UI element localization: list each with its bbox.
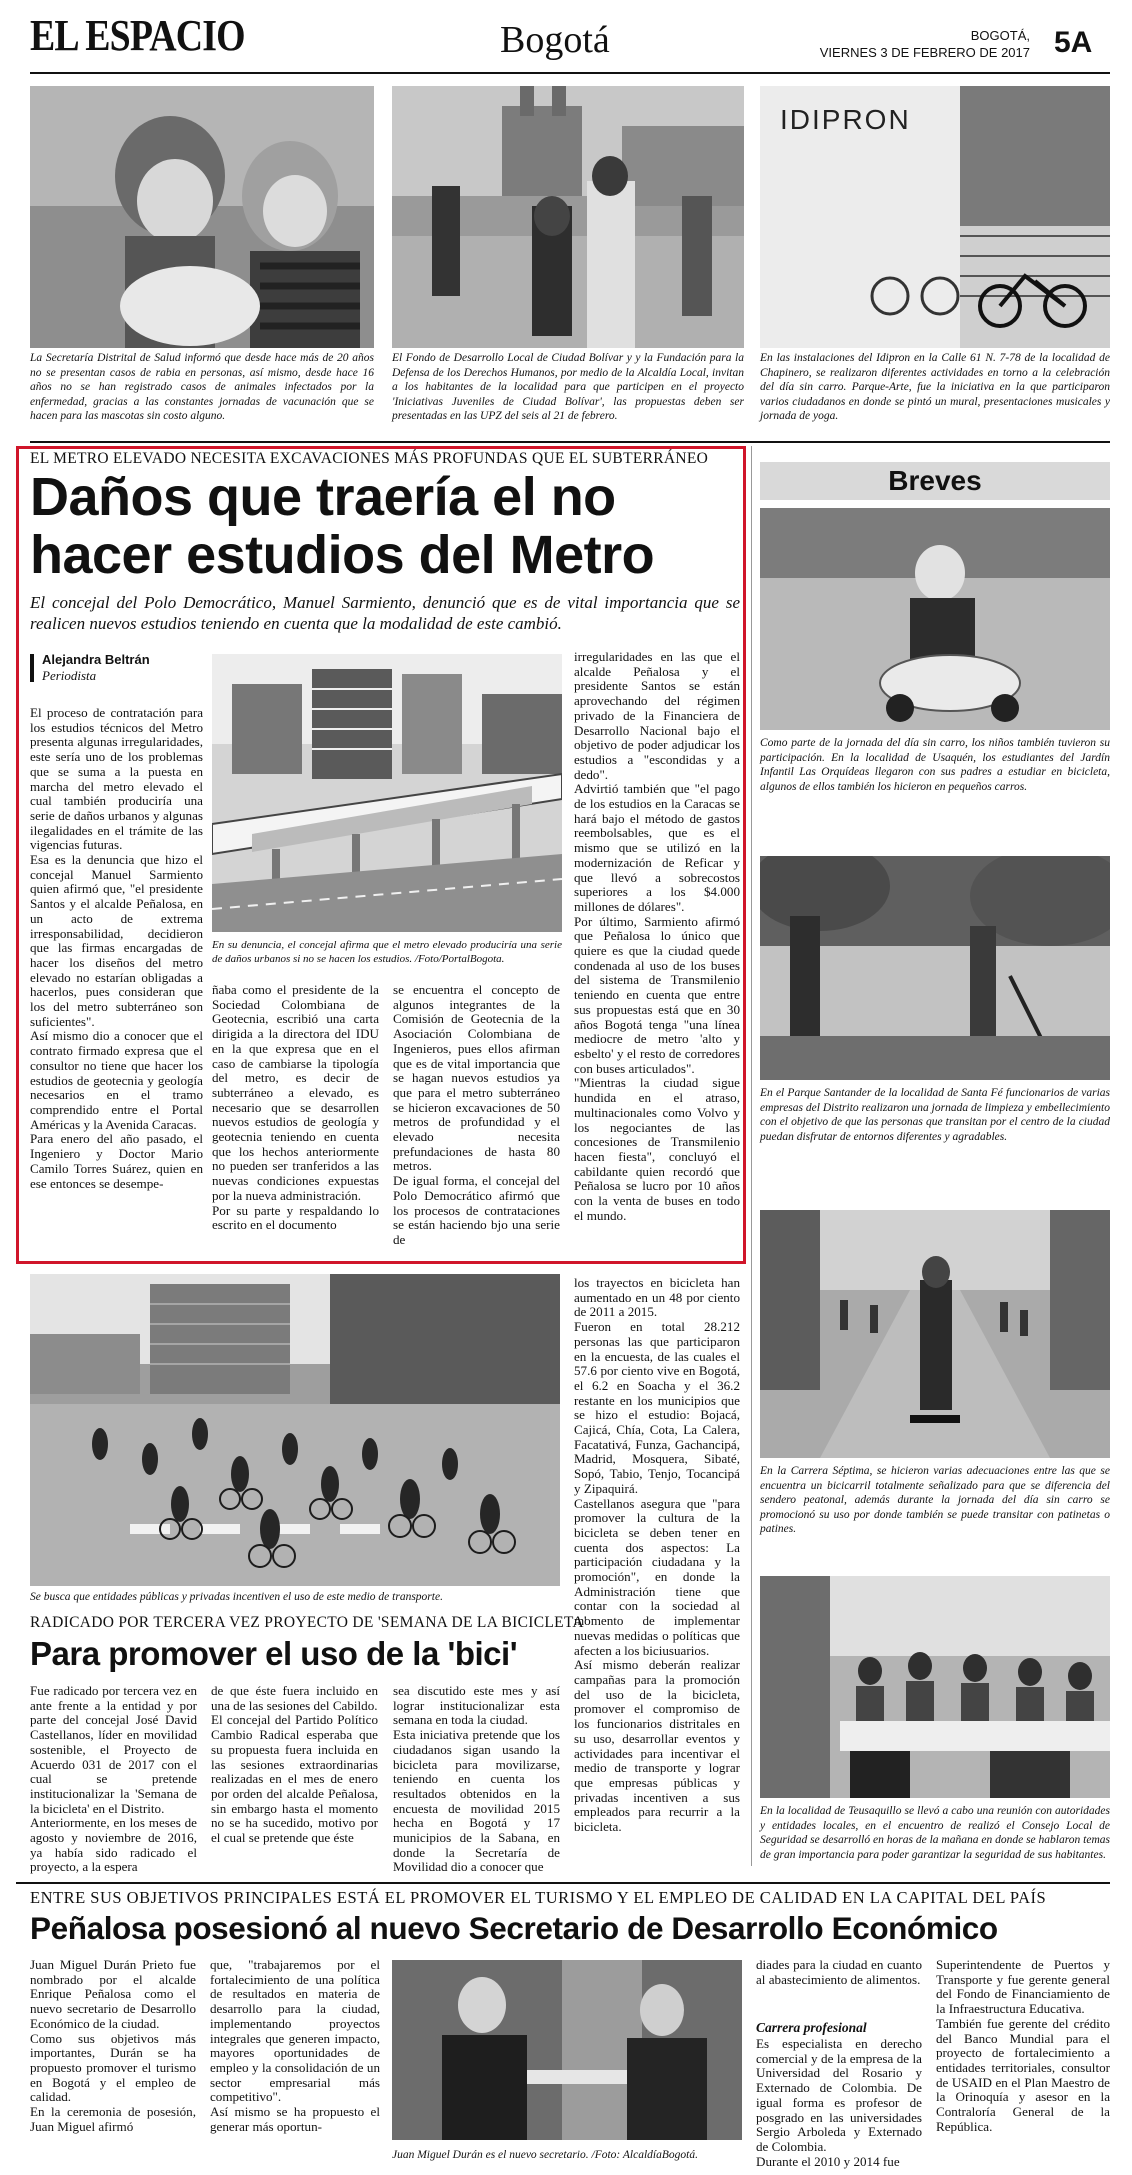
breves-divider-line xyxy=(751,446,752,1866)
caption-ciudad-bolivar: El Fondo de Desarrollo Local de Ciudad Bolívar y y la Fundación para la Defensa de los Derechos Humanos, por medio de la Alcaldía Local, invitan a los habitantes de la localidad para que participen en el proyecto 'Iniciativas Juveniles de Ciudad Bolívar', las propuestas deben ser presentadas en las UPZ del seis al 21 de febrero. xyxy=(392,352,744,423)
metro-author-role: Periodista xyxy=(42,668,97,683)
bici-kicker: RADICADO POR TERCERA VEZ PROYECTO DE 'SEMANA DE LA BICICLETA' xyxy=(30,1614,587,1631)
caption-cyclists: Se busca que entidades públicas y privadas incentiven el uso de este medio de transporte. xyxy=(30,1591,443,1603)
penalosa-kicker: ENTRE SUS OBJETIVOS PRINCIPALES ESTÁ EL PROMOVER EL TURISMO Y EL EMPLEO DE CALIDAD EN LA CAPITAL DEL PAÍS xyxy=(30,1888,1047,1907)
caption-metro: En su denuncia, el concejal afirma que el metro elevado produciría una serie de daños urbanos si no se hacen los estudios. /Foto/PortalBogota. xyxy=(212,939,562,965)
photo-parque-santander xyxy=(760,856,1110,1080)
photo-swearing-in xyxy=(392,1960,742,2140)
breves-title: Breves xyxy=(888,465,982,496)
penalosa-column-4: Superintendente de Puertos y Transporte y fue gerente general del Fondo de Financiamiento de la Infraestructura Educativa. También fue gerente del crédito del Banco Mundial para el proyecto de fortalecimiento a entidades territoriales, consultor de USAID en el Plan Maestro de la Orinoquía y asesor en la Contraloría General de la República. xyxy=(936,1957,1110,2134)
metro-headline: Daños que traería el no hacer estudios del Metro xyxy=(30,467,655,585)
section-title: Bogotá xyxy=(500,19,610,61)
caption-breve-3: En la Carrera Séptima, se hicieron varias adecuaciones entre las que se encuentra un bicicarril totalmente señalizado para que se diferencia del sendero peatonal, además durante la jornada del día sin carro se promocionó su uso por donde también se puede transitar con patinetas o patines. xyxy=(760,1465,1110,1536)
metro-column-3: se encuentra el concepto de algunos integrantes de la Comisión de Geotecnia de la Asociación Colombiana de Ingenieros, pues ellos afirman que es de vital importancia que se hagan nuevos estudios ya que para el metro subterráneo se hicieron excavaciones de 50 metros de profundidad y el elevado necesita prefundaciones de hasta 80 metros. De igual forma, el concejal del Polo Democrático afirmó que los procesos de contrataciones se están haciendo bjo una serie de xyxy=(393,982,560,1247)
penalosa-column-3b: Es especialista en derecho comercial y de la empresa de la Universidad del Rosario y Externado de Colombia. De igual forma es profesor de posgrado en las universidades Sergio Arboleda y Externado de Colombia. Durante el 2010 y 2014 fue xyxy=(756,2036,922,2169)
metro-kicker: EL METRO ELEVADO NECESITA EXCAVACIONES MÁS PROFUNDAS QUE EL SUBTERRÁNEO xyxy=(30,450,709,467)
bici-side-column: los trayectos en bicicleta han aumentado en un 48 por ciento de 2011 a 2015. Fueron en total 28.212 personas las que participaron en la encuesta, de las cuales el 57.6 por ciento vive en Bogotá, el 6.2 en Soacha y el 36.2 restante en los municipios que se hizo el estudio: Bojacá, Cajicá, Chía, Cota, La Calera, Facatativá, Funza, Gachancipá, Madrid, Mosquera, Sibaté, Sopó, Tabio, Tenjo, Tocancipá y Zipaquirá. Castellanos asegura que "para promover la cultura de la bicicleta se deben tener en cuenta dos aspectos: La participación ciudadana y la promoción", en donde la Administración tiene que contar con la sociedad al momento de implementar nuevas medidas o políticas que afecten a los biciusuarios. Así mismo deberán realizar campañas para la promoción del uso de la bicicleta, promover el compromiso de los funcionarios distritales en su uso, desarrollar eventos y actividades para incentivar el medio de transporte y lograr que empresas públicas y privadas incentiven a sus empleados para recurrir a la bicicleta. xyxy=(574,1275,740,1835)
masthead-rule xyxy=(30,72,1110,74)
caption-breve-2: En el Parque Santander de la localidad de Santa Fé funcionarios de varias empresas del Distrito realizaron una jornada de limpieza y embellecimiento con el objetivo de que las personas que transitan por el centro de la ciudad puedan disfrutar de entornos diferentes y agradables. xyxy=(760,1087,1110,1143)
bici-column-3: sea discutido este mes y así lograr institucionalizar esta semana en toda la ciudad. Esta iniciativa pretende que los ciudadanos sigan usando la bicicleta para movilizarse, teniendo en cuenta los resultados obtenidos en la encuesta de movilidad 2015 hecha en Bogotá y 17 municipios de la Sabana, en donde la Secretaría de Movilidad dio a conocer que xyxy=(393,1683,560,1875)
newspaper-logo: EL ESPACIO xyxy=(30,11,245,60)
metro-author: Alejandra Beltrán xyxy=(42,652,150,667)
bottom-section-rule xyxy=(16,1882,1110,1884)
photo-idipron xyxy=(760,86,1110,348)
masthead xyxy=(0,0,1132,70)
top-row-divider xyxy=(30,441,1110,443)
photo-carrera-septima xyxy=(760,1210,1110,1458)
metro-column-4: irregularidades en las que el alcalde Peñalosa y el presidente Santos se están aprovechando del régimen privado de la Financiera de Desarrollo Nacional bajo el objetivo de poder adjudicar los estudios a "escondidas y a dedo". Advirtió también que "el pago de los estudios en la Caracas se hará bajo el método de gastos reembolsables, que es el mismo que se utilizó en la modernización de Reficar y que llevó a sobrecostos superiores a los $4.000 millones de dólares". Por último, Sarmiento afirmó que Peñalosa lo único que quiere es que la ciudad quede condenada al uso de los buses del sistema de Transmilenio teniendo en cuenta que entre sus propuestas está que en 30 años Bogotá tenga "una línea mediocre de metro 'alto y esbelto' y el resto de corredores con buses articulados". "Mientras la ciudad sigue hundida en el atraso, multinacionales como Volvo y los negociantes de las concesiones de Transmilenio hacen fiesta", concluyó el cabildante quien recordó que Peñalosa se lucro por 10 años con la venta de buses en todo el mundo. xyxy=(574,649,740,1223)
photo-metro-rendering xyxy=(212,654,562,932)
penalosa-column-2: que, "trabajaremos por el fortalecimiento de una política de resultados en materia de desarrollo para la ciudad, implementando proyectos integrales que generen impacto, mayores oportunidades de empleo y la consolidación de un sector empresarial más competitivo". Así mismo se ha propuesto el generar más oportun- xyxy=(210,1957,380,2134)
penalosa-headline: Peñalosa posesionó al nuevo Secretario de Desarrollo Económico xyxy=(30,1910,998,1946)
caption-breve-4: En la localidad de Teusaquillo se llevó a cabo una reunión con autoridades y entidades locales, en el encuentro de realizó el Consejo Local de Seguridad se desarrolló en horas de la mañana en donde se hablaron temas de gran importancia para poder garantizar la seguridad de sus habitantes. xyxy=(760,1805,1110,1861)
caption-idipron: En las instalaciones del Idipron en la Calle 61 N. 7-78 de la localidad de Chapinero, se realizaron diferentes actividades en torno a la celebración del día sin carro. Parque-Arte, fue la iniciativa en la que participaron varios ciudadanos en donde se pintó un mural, presentaciones musicales y jornada de yoga. xyxy=(760,352,1110,423)
masthead-date: VIERNES 3 DE FEBRERO DE 2017 xyxy=(819,45,1030,60)
metro-column-1: El proceso de contratación para los estudios técnicos del Metro presenta algunas irregularidades, este sería uno de los problemas que se suma a la puesta en marcha del metro elevado el cual también produciría una serie de daños urbanos y algunas ilegalidades en el trámite de las vigencias futuras. Esa es la denuncia que hizo el concejal Manuel Sarmiento quien afirmó que, "el presidente Santos y el alcalde Peñalosa, en un acto de extrema irresponsabilidad, decidieron que las firmas encargadas de hacer los diseños del metro elevado no estarían obligadas a hacerlos, pues consideran que los del metro subterráneo son suficientes". Así mismo dio a conocer que el contrato firmado expresa que el consultor no tiene que hacer los estudios de geotecnia y geología necesarios en el tramo comprendido entre el Portal Américas y la Avenida Caracas. Para enero del año pasado, el Ingeniero y Doctor Mario Camilo Torres Suárez, quien en ese entonces se desempe- xyxy=(30,705,203,1191)
photo-teusaquillo-meeting xyxy=(760,1576,1110,1798)
caption-breve-1: Como parte de la jornada del día sin carro, los niños también tuvieron su participación. En la localidad de Usaquén, los estudiantes del Jardín Infantil Las Orquídeas llegaron con sus padres a estudiar en bicicleta, algunos de ellos también los hicieron en pequeños carros. xyxy=(760,737,1110,793)
penalosa-column-3: diades para la ciudad en cuanto al abastecimiento de alimentos. xyxy=(756,1957,922,1987)
penalosa-column-1: Juan Miguel Durán Prieto fue nombrado por el alcalde Enrique Peñalosa como el nuevo secretario de Desarrollo Económico de la ciudad. Como sus objetivos más importantes, Durán se ha propuesto promover el turismo en Bogotá y el empleo de calidad. En la ceremonia de posesión, Juan Miguel afirmó xyxy=(30,1957,196,2134)
photo-cyclists xyxy=(30,1274,560,1586)
photo-girl-with-dog xyxy=(30,86,374,348)
masthead-city: BOGOTÁ, xyxy=(970,28,1030,43)
bici-column-2: de que éste fuera incluido en una de las sesiones del Cabildo. El concejal del Partido Político Cambio Radical esperaba que su propuesta fuera incluida en las sesiones extraordinarias realizadas en el mes de enero por orden del alcalde Peñalosa, sin embargo hasta el momento no se ha sucedido, motivo por el cual se pretende que éste xyxy=(211,1683,378,1846)
caption-swearing-in: Juan Miguel Durán es el nuevo secretario. /Foto: AlcaldíaBogotá. xyxy=(392,2149,698,2161)
bici-column-1: Fue radicado por tercera vez en ante frente a la entidad y por parte del concejal José David Castellanos, líder en movilidad sostenible, el Proyecto de Acuerdo 031 de 2017 con el cual se pretende institucionalizar la 'Semana de la bicicleta' en el Distrito. Anteriormente, en los meses de agosto y noviembre de 2016, ya había sido radicado el proyecto, a la espera xyxy=(30,1683,197,1875)
page-number: 5A xyxy=(1054,26,1093,59)
penalosa-subhead: Carrera profesional xyxy=(756,2020,867,2035)
metro-column-2: ñaba como el presidente de la Sociedad Colombiana de Geotecnia, escribió una carta dirigida a la directora del IDU en la que expresa que en el caso de cambiarse la tipología del metro, es decir de subterráneo a elevado, es necesario que se desarrollen nuevos estudios de geología y geotecnia teniendo en cuenta que los hechos anteriormente no pueden ser tranferidos a las nuevas condiciones expuestas por la nueva administración. Por su parte y respaldando lo escrito en el documento xyxy=(212,982,379,1233)
bici-headline: Para promover el uso de la 'bici' xyxy=(30,1635,518,1672)
caption-rabies: La Secretaría Distrital de Salud informó que desde hace más de 20 años no se presentan casos de rabia en personas, así mismo, desde hace 16 años no se han registrado casos de animales infectados por la enfermedad, gracias a las constantes jornadas de vacunación que se hacen para las mascotas sin costo alguno. xyxy=(30,352,374,423)
photo-ciudad-bolivar-plaza xyxy=(392,86,744,348)
idipron-sign: IDIPRON xyxy=(780,104,911,135)
photo-child-toy-car xyxy=(760,508,1110,730)
byline-bar xyxy=(30,654,34,682)
metro-deck: El concejal del Polo Democrático, Manuel Sarmiento, denunció que es de vital importancia que se realicen nuevos estudios teniendo en cuenta que la modalidad de este cambió. xyxy=(30,593,740,633)
